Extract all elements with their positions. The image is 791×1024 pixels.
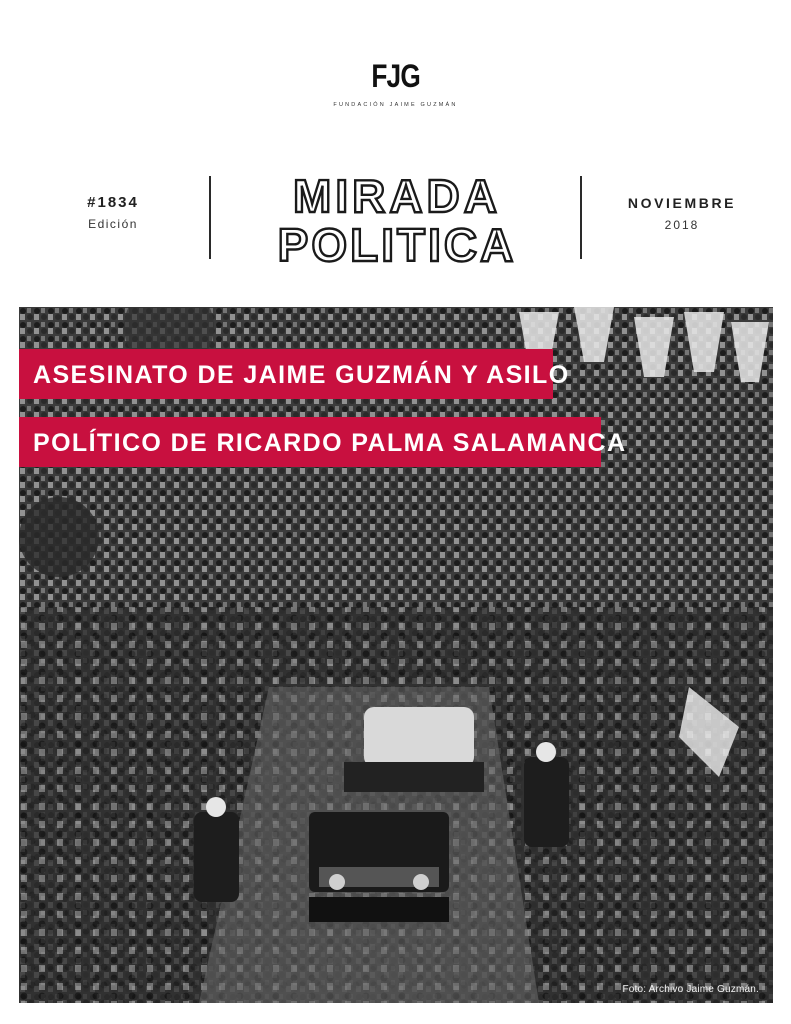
masthead-line2: POLITICA bbox=[277, 219, 517, 268]
masthead-line1: MIRADA bbox=[293, 170, 501, 222]
divider-right bbox=[580, 176, 582, 259]
issue-date bbox=[612, 195, 752, 232]
edition-number: #1834 bbox=[87, 194, 139, 211]
edition-block bbox=[58, 194, 168, 231]
divider-left bbox=[209, 176, 211, 259]
cover-photo bbox=[19, 307, 773, 1003]
masthead-title bbox=[230, 168, 564, 268]
logo-subtitle: FUNDACIÓN JAIME GUZMÁN bbox=[333, 102, 458, 108]
funeral-procession-image bbox=[19, 307, 773, 1003]
edition-label: Edición bbox=[88, 217, 138, 231]
headline-line-2: POLÍTICO DE RICARDO PALMA SALAMANCA bbox=[19, 417, 601, 467]
issue-year: 2018 bbox=[664, 218, 700, 232]
issue-month: NOVIEMBRE bbox=[627, 195, 737, 211]
foundation-logo bbox=[0, 58, 791, 108]
headline-line-1: ASESINATO DE JAIME GUZMÁN Y ASILO bbox=[19, 349, 553, 399]
photo-credit: Foto: Archivo Jaime Guzmán. bbox=[622, 984, 759, 995]
logo-mark: FJG bbox=[371, 58, 420, 94]
